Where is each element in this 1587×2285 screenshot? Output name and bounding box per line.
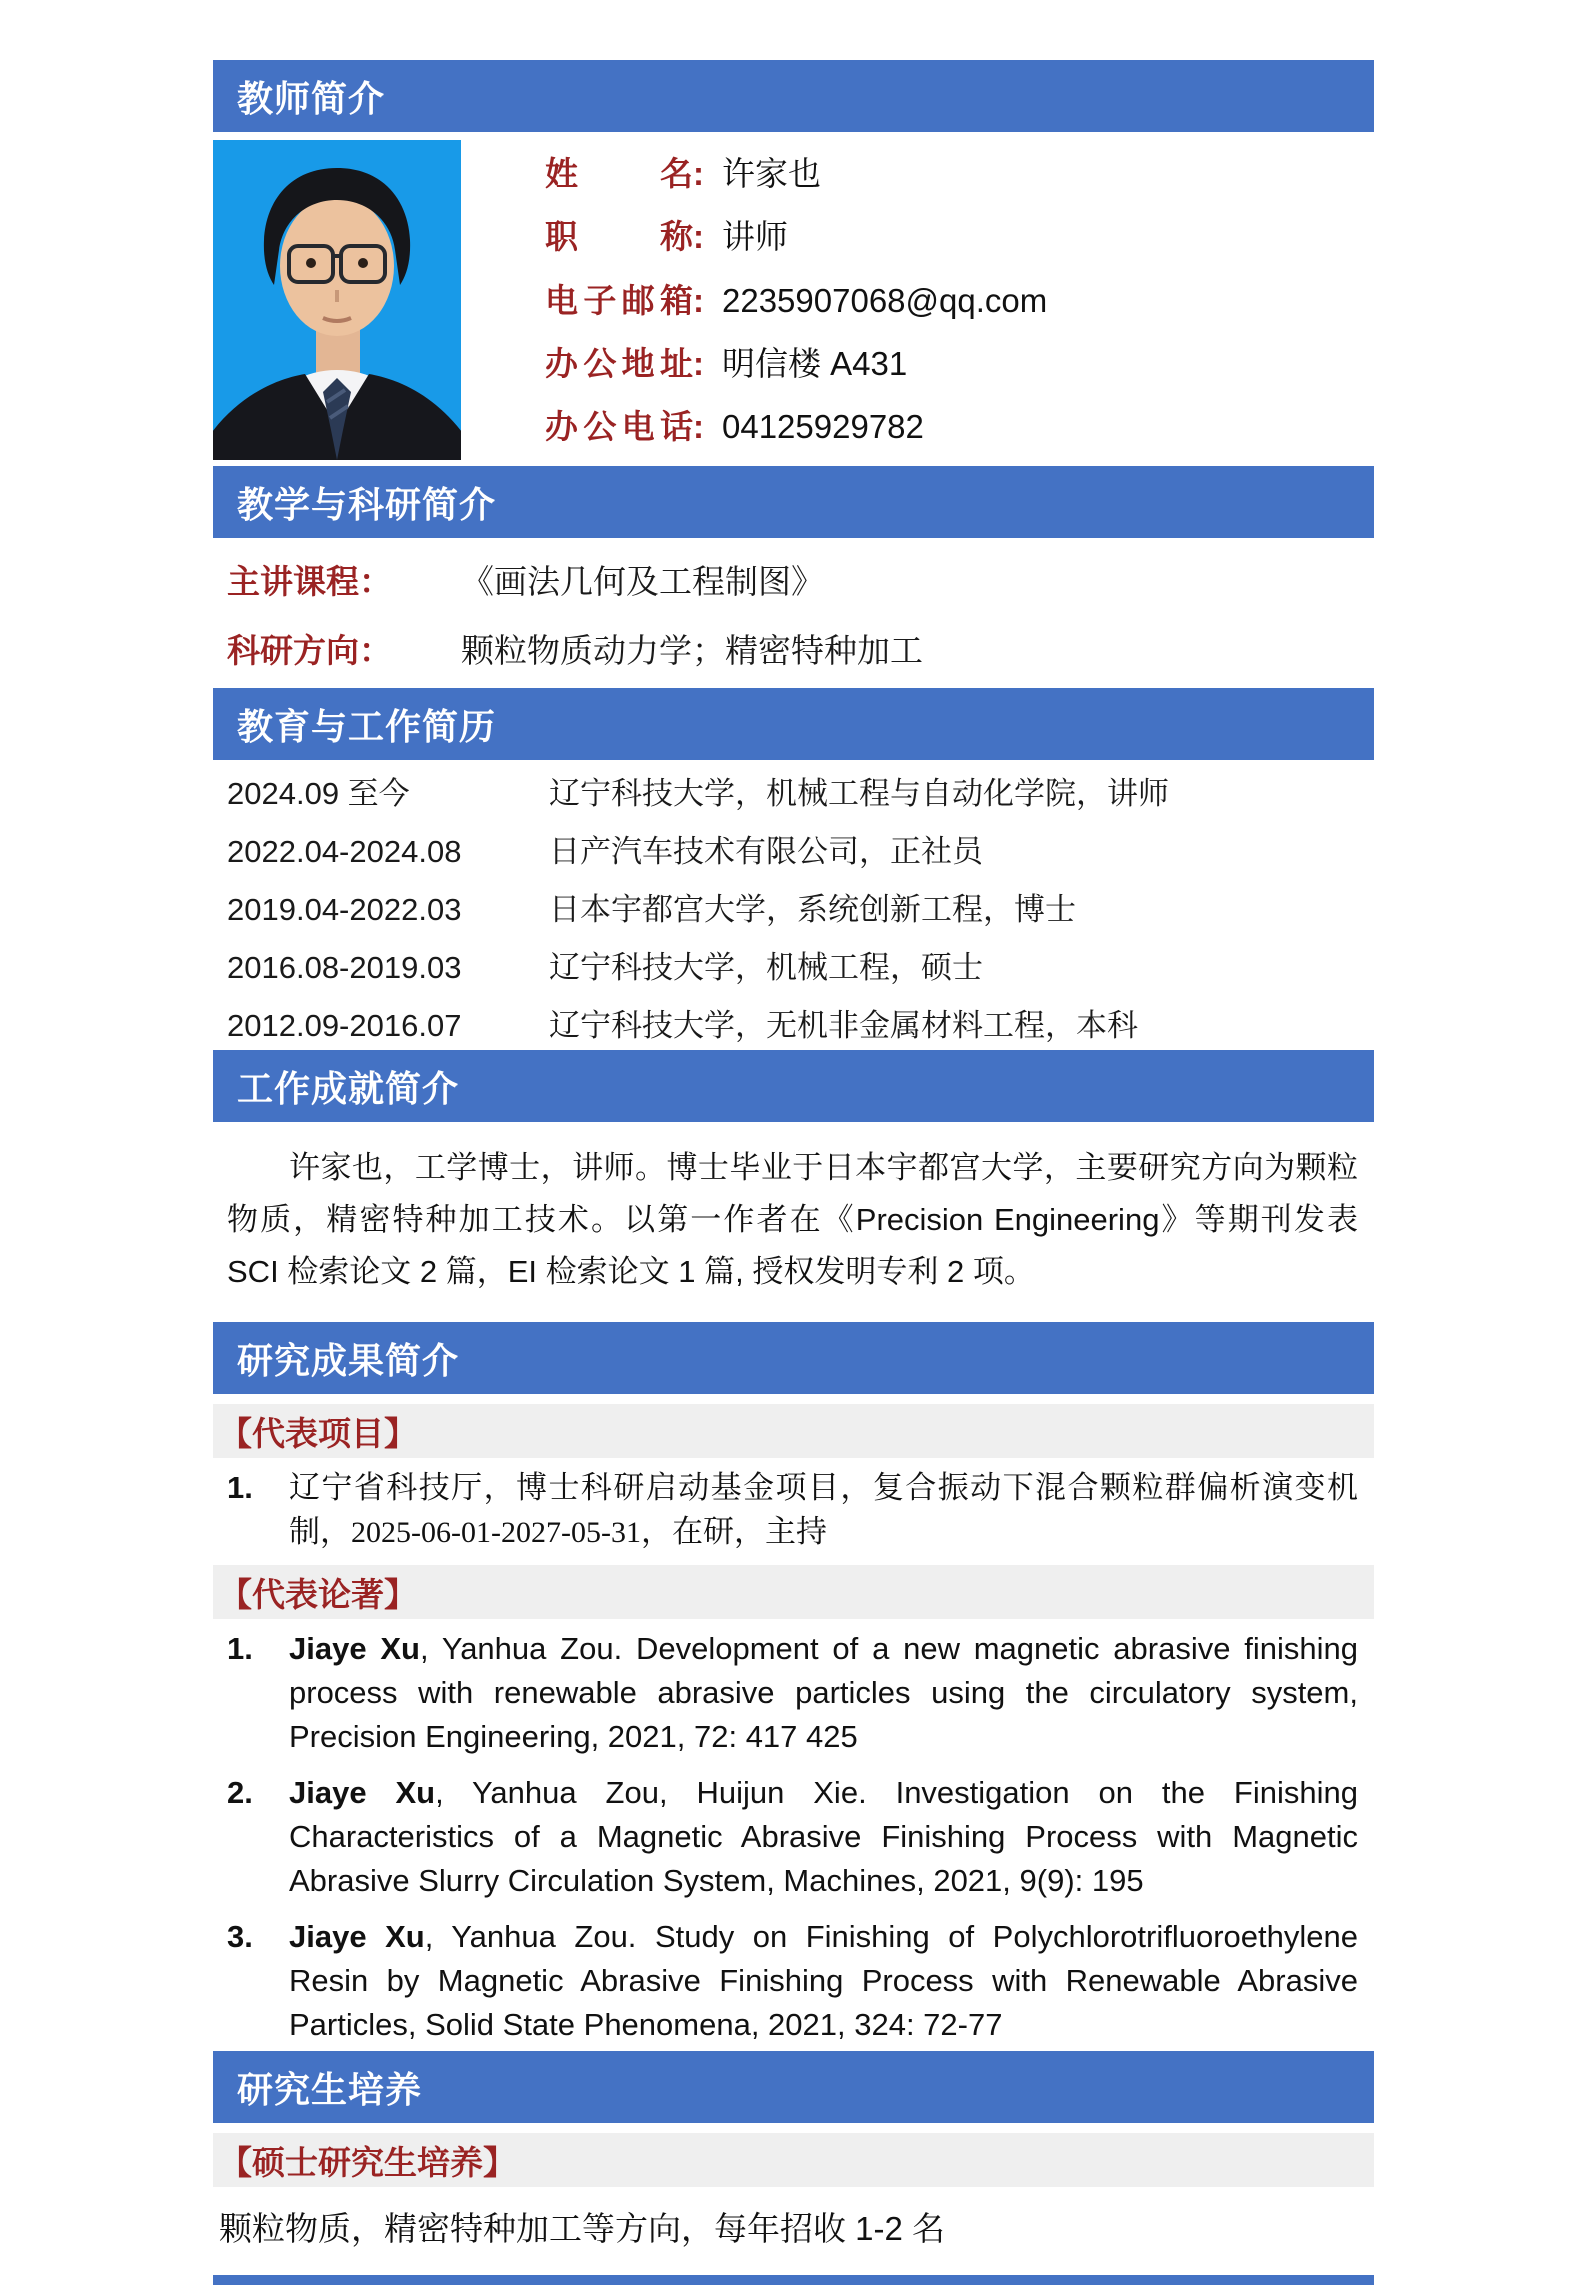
- history-detail: 日产汽车技术有限公司，正社员: [549, 834, 983, 869]
- profile-field-name: [545, 148, 1374, 195]
- section-bar-teaching-research: [213, 466, 1374, 538]
- section-bar-education-work: [213, 688, 1374, 760]
- publications-heading: 【代表论著】: [219, 1575, 417, 1613]
- publication-item: [227, 1627, 1358, 1759]
- publication-first-author: Jiaye Xu: [289, 1631, 420, 1666]
- history-row: [227, 776, 1374, 812]
- history-row: [227, 1008, 1374, 1044]
- field-value-phone: 04125929782: [722, 408, 924, 445]
- field-value-email: 2235907068@qq.com: [722, 281, 1048, 319]
- field-label-title: 职称: [545, 218, 693, 256]
- section-title-research-results: 研究成果简介: [237, 1339, 460, 1381]
- publication-first-author: Jiaye Xu: [289, 1775, 436, 1810]
- field-colon: :: [693, 155, 704, 192]
- section-title-teaching-research: 教学与科研简介: [237, 483, 497, 525]
- projects-list: [227, 1466, 1358, 1555]
- field-label-email: 电子邮箱: [545, 281, 693, 319]
- history-detail: 辽宁科技大学，无机非金属材料工程，本科: [549, 1008, 1138, 1043]
- publication-number: 1.: [227, 1631, 253, 1666]
- publication-rest: , Yanhua Zou. Study on Finishing of Polychlorotrifluoroethylene Resin by Magnetic Abrasive Finishing Process with Renewable Abrasive Particles, Solid State Phenomena, 2021, 324: 72-77: [289, 1919, 1358, 2042]
- profile-fields: [461, 140, 1374, 460]
- history-detail: 日本宇都宫大学，系统创新工程，博士: [549, 892, 1076, 927]
- publication-text: [289, 1915, 1358, 2047]
- project-number: 1.: [227, 1470, 253, 1505]
- publication-number: 3.: [227, 1919, 253, 1954]
- research-direction-value: 颗粒物质动力学；精密特种加工: [461, 632, 923, 669]
- publication-text: [289, 1627, 1358, 1759]
- teaching-row-courses: [227, 556, 1374, 603]
- publication-item: [227, 1915, 1358, 2047]
- research-direction-label: 科研方向：: [227, 632, 392, 669]
- history-rows: [213, 760, 1374, 1050]
- section-bar-achievements: [213, 1050, 1374, 1122]
- project-text-cn: 辽宁省科技厅，博士科研启动基金项目，复合振动下混合颗粒群偏析演变机制，: [289, 1470, 1358, 1549]
- subheading-strip-master-training: [213, 2133, 1374, 2187]
- publication-rest: , Yanhua Zou. Development of a new magnetic abrasive finishing process with renewable abrasive particles using the circulatory system, Precision Engineering, 2021, 72: 417 425: [289, 1631, 1358, 1754]
- history-row: [227, 834, 1374, 870]
- subheading-strip-publications: [213, 1565, 1374, 1619]
- history-period: 2022.04-2024.08: [227, 834, 462, 869]
- field-value-title: 讲师: [722, 218, 788, 256]
- next-section-bar-cutoff: [213, 2275, 1374, 2285]
- graduate-recruiting-text: 颗粒物质，精密特种加工等方向，每年招收 1-2 名: [219, 2210, 946, 2247]
- history-detail: 辽宁科技大学，机械工程与自动化学院，讲师: [549, 776, 1169, 811]
- history-detail: 辽宁科技大学，机械工程，硕士: [549, 950, 983, 985]
- faculty-profile-page: [213, 0, 1374, 2250]
- profile-field-email: [545, 275, 1374, 322]
- history-period: 2024.09 至今: [227, 776, 410, 811]
- history-row: [227, 950, 1374, 986]
- portrait-photo-graphic: [213, 140, 461, 460]
- subheading-strip-projects: [213, 1404, 1374, 1458]
- field-label-name: 姓名: [545, 155, 693, 192]
- courses-label: 主讲课程：: [227, 563, 392, 600]
- field-colon: :: [693, 344, 704, 382]
- section-bar-research-results: [213, 1322, 1374, 1394]
- profile-field-title: [545, 211, 1374, 258]
- section-title-graduate-training: 研究生培养: [237, 2068, 423, 2110]
- publications-list: [227, 1627, 1358, 2047]
- section-title-education-work: 教育与工作简历: [237, 705, 497, 747]
- project-date-range: 2025-06-01-2027-05-31: [351, 1516, 641, 1549]
- publication-text: [289, 1771, 1358, 1903]
- project-item: [227, 1466, 1358, 1555]
- profile-block: [213, 140, 1374, 460]
- history-period: 2016.08-2019.03: [227, 950, 462, 985]
- section-bar-teacher-intro: [213, 60, 1374, 132]
- projects-heading: 【代表项目】: [219, 1414, 417, 1452]
- publication-item: [227, 1771, 1358, 1903]
- project-text: [289, 1466, 1358, 1555]
- section-bar-graduate-training: [213, 2051, 1374, 2123]
- history-period: 2012.09-2016.07: [227, 1008, 462, 1043]
- field-value-office: 明信楼 A431: [722, 344, 908, 382]
- field-colon: :: [693, 281, 704, 319]
- publication-rest: , Yanhua Zou, Huijun Xie. Investigation on the Finishing Characteristics of a Magnetic Abrasive Finishing Process with Magnetic Abrasive Slurry Circulation System, Machines, 2021, 9(9): 195: [289, 1775, 1358, 1898]
- field-label-phone: 办公电话: [545, 408, 693, 445]
- profile-field-phone: [545, 401, 1374, 448]
- section-title-achievements: 工作成就简介: [237, 1067, 460, 1109]
- teaching-row-research-direction: [227, 625, 1374, 672]
- field-label-office: 办公地址: [545, 344, 693, 382]
- courses-value: 《画法几何及工程制图》: [461, 563, 824, 600]
- history-row: [227, 892, 1374, 928]
- project-text-tail: ，在研，主持: [640, 1514, 827, 1549]
- achievements-paragraph: 许家也，工学博士，讲师。博士毕业于日本宇都宫大学，主要研究方向为颗粒物质，精密特种加工技术。以第一作者在《Precision Engineering》等期刊发表 SCI 检索论文 2 篇，EI 检索论文 1 篇, 授权发明专利 2 项。: [227, 1150, 1358, 1289]
- publication-first-author: Jiaye Xu: [289, 1919, 425, 1954]
- history-period: 2019.04-2022.03: [227, 892, 462, 927]
- field-colon: :: [693, 408, 704, 445]
- master-training-heading: 【硕士研究生培养】: [219, 2143, 516, 2181]
- publication-number: 2.: [227, 1775, 253, 1810]
- field-value-name: 许家也: [722, 155, 821, 192]
- field-colon: :: [693, 218, 704, 256]
- section-title-teacher-intro: 教师简介: [237, 77, 386, 119]
- teaching-rows: [213, 538, 1374, 688]
- profile-field-office: [545, 338, 1374, 385]
- portrait-photo: [213, 140, 461, 460]
